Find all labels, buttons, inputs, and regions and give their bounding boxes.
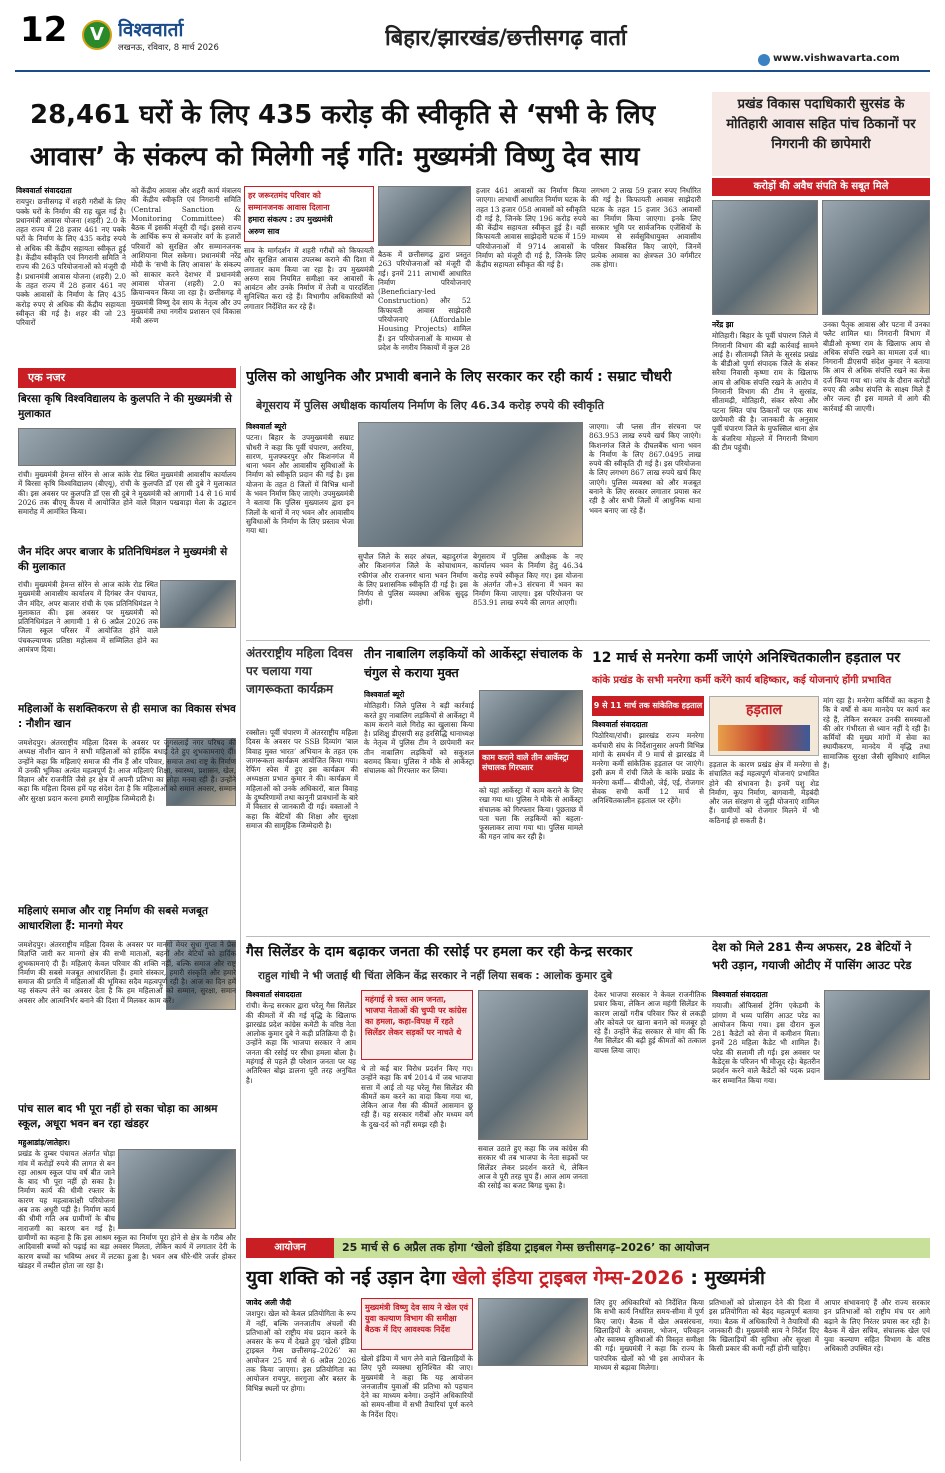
police-subhead: बेगूसराय में पुलिस अधीक्षक कार्यालय निर्माण के लिए 46.34 करोड़ रुपये की स्वीकृति [256, 399, 604, 412]
aayojan-col4 [709, 1298, 819, 1463]
lead-quote-box [244, 186, 374, 242]
nazar-item2-title: जैन मंदिर अपर बाजार के प्रतिनिधिमंडल ने मुख्यमंत्री से की मुलाकात [18, 546, 228, 573]
aayojan-callout: मुख्यमंत्री विष्णु देव साय ने खेल एवं युवा कल्याण विभाग की समीक्षा बैठक में दिए आवश्यक निर्देश [361, 1298, 473, 1350]
nazar-item4-body: जमशेदपुर। अंतरराष्ट्रीय महिला दिवस के अवसर पर मानगो मेयर सुधा गुप्ता ने प्रेस विज्ञप्ति जारी कर मानगो क्षेत्र की सभी माताओं, बहनों और बेटियों को हार्दिक शुभकामनाएं दी हैं। महिलाएं केवल परिवार की शक्ति नहीं, बल्कि समाज और राष्ट्र निर्माण की सबसे मजबूत आधारशिला हैं। हमारे संस्कार, हमारी संस्कृति और हमारे समाज की प्रगति में महिलाओं की भूमिका सदैव महत्वपूर्ण रही है। आज का दिन हमें यह संकल्प लेने का अवसर देता है कि हम महिलाओं को सम्मान, सुरक्षा, समान अवसर और आत्मनिर्भर बनाने की दिशा में मिलकर काम करें। [18, 940, 236, 1005]
police-col1-text: पटना। बिहार के उपमुख्यमंत्री सम्राट चौधरी ने कहा कि पूर्वी चंपारण, अररिया, सारण, मुजफ्फरपुर और किशनगंज में थाना भवन और आवासीय सुविधाओं के निर्माण को स्वीकृति प्रदान की गई है। इस योजना के तहत 8 जिलों में विभिन्न थानों के भवन निर्माण किए जाएंगे। उपमुख्यमंत्री ने बताया कि पुलिस मुख्यालय द्वारा इन जिलों के थानों में नए भवन और आवासीय सुविधाओं के निर्माण के लिए प्रस्ताव भेजा गया था। [246, 433, 354, 536]
army-body: गयाजी। ऑफिसर्स ट्रेनिंग एकेडमी के प्रांगण में भव्य पासिंग आउट परेड का आयोजन किया गया। इस दौरान कुल 281 कैडेटों को सेना में कमीशन मिला। इनमें 28 महिला कैडेट भी शामिल हैं। परेड की सलामी ली गई। इस अवसर पर कैडेट्स के परिजन भी मौजूद रहे। बेहतरीन प्रदर्शन करने वाले कैडेटों को पदक प्रदान कर सम्मानित किया गया। [712, 1001, 820, 1085]
aayojan-photo [478, 1298, 588, 1366]
quote-line3: हमारा संकल्प : उप मुख्यमंत्री [248, 215, 333, 224]
police-col2 [358, 552, 468, 637]
nazar-item3-title: महिलाओं के सशक्तिकरण से ही समाज का विकास संभव : नौशीन खान [18, 703, 236, 730]
womens-day-headline: अंतरराष्ट्रीय महिला दिवस पर चलाया गया जागरूकता कार्यक्रम [246, 646, 353, 696]
logo [82, 20, 112, 50]
mgnrega-byline: विश्ववार्ता संवाददाता [592, 720, 648, 729]
mgnrega-poster-art [718, 725, 810, 751]
gas-headline: गैस सिलेंडर के दाम बढ़ाकर जनता की रसोई पर हमला कर रही केन्द्र सरकार [246, 944, 633, 960]
side-col1 [712, 320, 818, 650]
mgnrega-col2-text: हड़ताल के कारण प्रखंड क्षेत्र में मनरेगा से संचालित कई महत्वपूर्ण योजनाएं प्रभावित होने की संभावना है। इनमें पशु शेड निर्माण, कूप निर्माण, बागवानी, मेड़बंदी और जल संरक्षण से जुड़ी योजनाएं शामिल हैं। ग्रामीणों को रोजगार मिलने में भी कठिनाई हो सकती है। [709, 760, 819, 825]
army-byline: विश्ववार्ता संवाददाता [712, 990, 768, 999]
page-header [0, 0, 945, 72]
aayojan-col1 [246, 1298, 356, 1463]
mgnrega-col3-text: मांग रहा है। मनरेगा कर्मियों का कहना है कि वे वर्षों से कम मानदेय पर कार्य कर रहे हैं, लेकिन सरकार उनकी समस्याओं की ओर गंभीरता से ध्यान नहीं दे रही है। कर्मियों की मुख्य मांगों में सेवा का स्थायीकरण, मानदेय में वृद्धि तथा सामाजिक सुरक्षा जैसी सुविधाएं शामिल हैं। [823, 696, 930, 771]
gas-col1-text: रांची। केन्द्र सरकार द्वारा घरेलू गैस सिलेंडर की कीमतों में की गई वृद्धि के खिलाफ झारखंड प्रदेश कांग्रेस कमेटी के वरिष्ठ नेता आलोक कुमार दुबे ने कड़ी प्रतिक्रिया दी है। उन्होंने कहा कि भाजपा सरकार ने आम जनता की रसोई पर सीधा हमला बोला है। महंगाई से पहले ही परेशान जनता पर यह अतिरिक्त बोझ डालना पूरी तरह अनुचित है। [246, 1001, 356, 1085]
orchestra-headline: तीन नाबालिग लड़कियों को आर्केस्ट्रा संचालक के चंगुल से कराया मुक्त [364, 646, 583, 680]
quote-line2: सम्मानजनक आवास दिलाना [248, 203, 330, 212]
section-title: बिहार/झारखंड/छत्तीसगढ़ वार्ता [385, 26, 627, 51]
gas-callout: महंगाई से त्रस्त आम जनता, भाजपा नेताओं की चुप्पी पर कांग्रेस का हमला, कहा-विपक्ष में रहते सिलेंडर लेकर सड़कों पर नाचते थे [361, 990, 473, 1060]
side-col1-text: मोतिहारी। बिहार के पूर्वी चंपारण जिले में निगरानी विभाग की बड़ी कार्रवाई सामने आई है। सीतामढ़ी जिले के सुरसंड प्रखंड के बीडीओ पूर्णा संपादक जिले के संकर सरैया निवासी कृष्णा राम के खिलाफ आय से अधिक संपत्ति रखने के आरोप में निगरानी विभाग की टीम ने सुरसंड, सीतामढ़ी, मोतिहारी, संकर सरैया और पटना स्थित पांच ठिकानों पर एक साथ छापेमारी की है। जानकारी के अनुसार पूर्वी चंपारण जिले के मुफस्सिल थाना क्षेत्र के बंजरिया मोहल्ले में निगरानी विभाग की टीम पहुंची। [712, 331, 818, 452]
divider-police [246, 640, 930, 641]
lead-col4 [378, 250, 471, 358]
ek-nazar-label: एक नजर [18, 368, 236, 388]
gas-byline: विश्ववार्ता संवाददाता [246, 990, 302, 999]
side-strap: करोड़ों की अवैध संपति के सबूत मिले [712, 178, 930, 196]
army-photo [824, 990, 930, 1080]
aayojan-headline-prefix: युवा शक्ति को नई उड़ान देगा [246, 1267, 446, 1289]
side-col2 [823, 320, 930, 650]
police-col1 [246, 422, 354, 637]
gas-col3 [478, 1144, 588, 1232]
mgnrega-poster-text: हड़ताल [745, 702, 783, 718]
gas-col4-text: देकर भाजपा सरकार ने केवल राजनीतिक प्रचार किया, लेकिन आज महंगी सिलेंडर के कारण लाखों गरीब परिवार फिर से लकड़ी और कोयले पर खाना बनाने को मजबूर हो रहे हैं। उन्होंने केंद्र सरकार से मांग की कि गैस सिलेंडर की बढ़ी हुई कीमतों को तत्काल वापस लिया जाए। [594, 990, 706, 1055]
side-headline: प्रखंड विकास पदाधिकारी सुरसंड के मोतिहारी आवास सहित पांच ठिकानों पर निगरानी की छापेमारी [712, 92, 930, 176]
paper-name: विश्ववार्ता [118, 19, 184, 38]
gas-col2 [361, 1064, 473, 1232]
nazar-item1-title: बिरसा कृषि विश्वविद्यालय के कुलपति ने की मुख्यमंत्री से मुलाकात [18, 393, 232, 420]
lead-headline-line2: आवास’ के संकल्प को मिलेगी नई गति: मुख्यमंत्री विष्णु देव साय [30, 142, 640, 172]
lead-col5-text: हजार 461 आवासों का निर्माण किया जाएगा। लाभार्थी आधारित निर्माण घटक के तहत 13 हजार 058 आवासों को स्वीकृति दी गई है, जिनके लिए 196 करोड़ रुपये की केंद्रीय सहायता स्वीकृत हुई है। वहीं किफायती आवास साझेदारी घटक में 159 परियोजनाओं में 9714 आवासों के निर्माण को मंजूरी दी गई है, जिनके लिए केंद्रीय सहायता स्वीकृत की गई है। [476, 186, 586, 270]
lead-col1 [16, 186, 126, 358]
police-col4-text: जाएगा। जी प्लस तीन संरचना पर 863.953 लाख रुपये खर्च किए जाएंगे। किशनगंज जिले के दीघलबैंक थाना भवन के निर्माण के लिए 867.0495 लाख रुपये की स्वीकृति दी गई है। इस परियोजना के लिए लगभग 867 लाख रुपये खर्च किए जाएंगे। पुलिस व्यवस्था को और मजबूत बनाने के लिए सरकार लगातार प्रयास कर रही है और सभी जिलों में आधुनिक थाना भवन बनाए जा रहे हैं। [589, 422, 701, 515]
gas-photo [478, 990, 588, 1140]
aayojan-label: आयोजन [246, 1238, 334, 1258]
police-col3 [473, 552, 583, 637]
aayojan-strip-text: 25 मार्च से 6 अप्रैल तक होगा ‘खेलो इंडिया ट्राइबल गेम्स छत्तीसगढ़–2026’ का आयोजन [342, 1241, 710, 1254]
gas-subhead: राहुल गांधी ने भी जताई थी चिंता लेकिन केंद्र सरकार ने नहीं लिया सबक : आलोक कुमार दुबे [258, 970, 613, 982]
mgnrega-poster [709, 696, 819, 756]
orchestra-byline: विश्ववार्ता ब्यूरो [364, 690, 405, 699]
womens-day-body: रक्सौल। पूर्वी चंपारण में अंतरराष्ट्रीय महिला दिवस के अवसर पर SSB दिव्यांग ‘बाल विवाह मुक्त भारत’ अभियान के तहत एक जागरूकता कार्यक्रम आयोजित किया गया। रेफिंग स्पेस में हुए इस कार्यक्रम की अध्यक्षता प्रभात कुमार ने की। कार्यक्रम में महिलाओं को उनके अधिकारों, बाल विवाह के दुष्परिणामों तथा कानूनी प्रावधानों के बारे में विस्तार से जानकारी दी गई। वक्ताओं ने कहा कि बेटियों की शिक्षा और सुरक्षा समाज की सामूहिक जिम्मेदारी है। [246, 728, 358, 830]
gas-col4 [594, 990, 706, 1232]
nazar-item2-body: रांची। मुख्यमंत्री हेमन्त सोरेन से आज कांके रोड स्थित मुख्यमंत्री आवासीय कार्यालय में दिगंबर जैन पंचायत, जैन मंदिर, अपर बाजार रांची के एक प्रतिनिधिमंडल ने मुलाकात की। इस अवसर पर मुख्यमंत्री को प्रतिनिधिमंडल ने आगामी 1 से 6 अप्रैल 2026 तक जिला स्कूल परिसर में आयोजित होने वाले पंचकल्याणक प्रतिष्ठा महोत्सव में सम्मिलित होने का आमंत्रण दिया। [18, 580, 158, 655]
army-text [712, 990, 820, 1232]
police-headline: पुलिस को आधुनिक और प्रभावी बनाने के लिए सरकार कर रही कार्य : सम्राट चौधरी [246, 369, 672, 385]
aayojan-headline-highlight: खेलो इंडिया ट्राइबल गेम्स-2026 [452, 1267, 684, 1289]
aayojan-headline-suffix: : मुख्यमंत्री [690, 1267, 765, 1289]
lead-col3 [244, 246, 374, 358]
quote-line1: हर जरूरतमंद परिवार को [248, 191, 321, 200]
orchestra-body2: को यहां आर्केस्ट्रा में काम कराने के लिए रखा गया था। पुलिस ने मौके से आर्केस्ट्रा संचालक को गिरफ्तार किया। पूछताछ में पता चला कि लड़कियों को बहला-फुसलाकर लाया गया था। पुलिस मामले की गहन जांच कर रही है। [479, 786, 583, 842]
aayojan-col4-text: प्रतिभाओं को प्रोत्साहन देने की दिशा में इस प्रतियोगिता को बेहद महत्वपूर्ण बताया गया। बैठक में अधिकारियों ने तैयारियों की जानकारी दी। मुख्यमंत्री साय ने निर्देश दिए कि खिलाड़ियों की सुविधा और सुरक्षा में किसी प्रकार की कमी नहीं होनी चाहिए। [709, 1298, 819, 1354]
mgnrega-col1-text: पिठोरिया/रांची। झारखंड राज्य मनरेगा कर्मचारी संघ के निर्देशानुसार अपनी विभिन्न मांगों के समर्थन में 9 मार्च से झारखंड में मनरेगा कर्मी सांकेतिक हड़ताल पर जाएंगे। इसी क्रम में रांची जिले के कांके प्रखंड के मनरेगा कर्मी— बीपीओ, जेई, एई, रोजगार सेवक सभी कर्मी 12 मार्च से अनिश्चितकालीन हड़ताल पर रहेंगे। [592, 731, 704, 806]
nazar-item1-body: रांची। मुख्यमंत्री हेमन्त सोरेन से आज कांके रोड स्थित मुख्यमंत्री आवासीय कार्यालय में बिरसा कृषि विश्वविद्यालय (बीएयू), रांची के कुलपति डॉ एस सी दुबे ने मुलाकात की। इस अवसर पर कुलपति डॉ एस सी दुबे ने मुख्यमंत्री को आगामी 14 से 16 मार्च 2026 तक बीएयू कैंपस में आयोजित होने वाले विज्ञान पखवाड़ा मेला के उद्घाटन समारोह में आमंत्रित किया। [18, 470, 236, 517]
page-number: 12 [20, 10, 68, 50]
lead-byline: विश्ववार्ता संवाददाता [16, 186, 72, 195]
side-photo-1 [712, 200, 818, 315]
aayojan-col5 [824, 1298, 930, 1463]
aayojan-col5-text: आपार संभावनाएं हैं और राज्य सरकार इन प्रतिभाओं को राष्ट्रीय मंच पर आगे बढ़ाने के लिए निरंतर प्रयास कर रही है। बैठक में खेल सचिव, संचालक खेल एवं युवा कल्याण सहित विभाग के वरिष्ठ अधिकारी उपस्थित रहे। [824, 1298, 930, 1354]
nazar-item3-body: जमशेदपुर। अंतरराष्ट्रीय महिला दिवस के अवसर पर जुगसलाई नगर परिषद की अध्यक्ष नौशीन खान ने सभी महिलाओं को हार्दिक बधाई देते हुए शुभकामनाएं दीं। उन्होंने कहा कि महिलाएं समाज की नींव हैं और परिवार, समाज तथा राष्ट्र के निर्माण में उनकी भूमिका अत्यंत महत्वपूर्ण है। आज महिलाएं शिक्षा, स्वास्थ्य, प्रशासन, खेल, विज्ञान और राजनीति जैसे हर क्षेत्र में अपनी प्रतिभा का लोहा मनवा रही हैं। उन्होंने कहा कि महिला दिवस हमें यह संदेश देता है कि महिलाओं को समान अवसर, सम्मान और सुरक्षा प्रदान करना हमारी सामूहिक जिम्मेदारी है। [18, 738, 236, 803]
aayojan-headline [246, 1262, 930, 1294]
orchestra-col1 [364, 690, 474, 932]
police-col4 [589, 422, 701, 637]
aayojan-col3-text: लिए हुए अधिकारियों को निर्देशित किया कि सभी कार्य निर्धारित समय-सीमा में पूर्ण किए जाएं। बैठक में खेल अवसंरचना, खिलाड़ियों के आवास, भोजन, परिवहन और स्वास्थ्य सुविधाओं की विस्तृत समीक्षा की गई। मुख्यमंत्री ने कहा कि राज्य के पारंपरिक खेलों को भी इस आयोजन के माध्यम से बढ़ावा मिलेगा। [594, 1298, 704, 1373]
police-col2-text: सुपौल जिले के सदर अंचल, बहादुरगंज और किशनगंज जिले के कोचाधामन, रफीगंज और राजनगर थाना भवन निर्माण के लिए प्रशासनिक स्वीकृति दी गई है। इस निर्णय से पुलिस व्यवस्था अधिक सुदृढ़ होगी। [358, 552, 468, 608]
lead-photo [378, 186, 471, 246]
logo-letter: V [90, 24, 104, 45]
lead-col2-text: को केंद्रीय आवास और शहरी कार्य मंत्रालय की केंद्रीय स्वीकृति एवं निगरानी समिति (Central Sanction & Monitoring Committee) की बैठक में इसकी मंजूरी दी गई। इससे राज्य के आर्थिक रूप से कमजोर वर्ग के हजारों परिवारों को सुरक्षित और सम्मानजनक आशियाना मिल सकेगा। प्रधानमंत्री नरेंद्र मोदी के ‘सभी के लिए आवास’ के संकल्प को साकार करने देशभर में प्रधानमंत्री आवास योजना (शहरी) 2.0 का क्रियान्वयन किया जा रहा है। छत्तीसगढ़ में मुख्यमंत्री विष्णु देव साय के नेतृत्व और उप मुख्यमंत्री तथा नगरीय प्रशासन एवं विकास मंत्री अरुण [131, 186, 241, 326]
gas-col2-text: थे तो कई बार विरोध प्रदर्शन किए गए। उन्होंने कहा कि वर्ष 2014 में जब भाजपा सत्ता में आई तो यह घरेलू गैस सिलेंडर की कीमतें कम करने का वादा किया गया था, लेकिन आज गैस की कीमतें आसमान छू रही हैं। यह सरकार गरीबों और मध्यम वर्ग के दुख-दर्द को नहीं समझ रही है। [361, 1064, 473, 1129]
nazar-item5-text [18, 1138, 236, 1463]
police-byline: विश्ववार्ता ब्यूरो [246, 422, 287, 431]
nazar-item2-photo [160, 580, 236, 628]
mgnrega-callout: 9 से 11 मार्च तक सांकेतिक हड़ताल [592, 696, 704, 716]
lead-col5 [476, 186, 586, 358]
aayojan-strip [246, 1238, 930, 1258]
lead-col1-text: रायपुर। छत्तीसगढ़ में शहरी गरीबों के लिए पक्के घरों के निर्माण की राह खुल गई है। प्रधानमंत्री आवास योजना (शहरी) 2.0 के तहत राज्य में 28 हजार 461 नए पक्के घरों के निर्माण के लिए 435 करोड़ रुपये से अधिक की केंद्रीय सहायता स्वीकृत हुई है। केंद्रीय स्वीकृति एवं निगरानी समिति ने राज्य की 263 परियोजनाओं को मंजूरी दी है। प्रधानमंत्री आवास योजना (शहरी) 2.0 के तहत राज्य में 28 हजार 461 नए पक्के आवासों के निर्माण के लिए 435 करोड़ रुपए से अधिक की केंद्रीय सहायता स्वीकृत की गई है। शहर की जो 23 परिवारों [16, 197, 126, 328]
aayojan-col2-text: खेलो इंडिया में भाग लेने वाले खिलाड़ियों के लिए पूरी व्यवस्था सुनिश्चित की जाए। मुख्यमंत्री ने कहा कि यह आयोजन जनजातीय युवाओं की प्रतिभा को पहचान देने का माध्यम बनेगा। उन्होंने अधिकारियों को समय-सीमा में सभी तैयारियां पूर्ण करने के निर्देश दिए। [361, 1354, 473, 1419]
lead-headline-line1: 28,461 घरों के लिए 435 करोड़ की स्वीकृति से ‘सभी के लिए [30, 100, 656, 130]
aayojan-col3 [594, 1298, 704, 1463]
mgnrega-headline: 12 मार्च से मनरेगा कर्मी जाएंगे अनिश्चितकालीन हड़ताल पर [592, 650, 901, 666]
mgnrega-col2 [709, 760, 819, 933]
mgnrega-subhead: कांके प्रखंड के सभी मनरेगा कर्मी करेंगे कार्य बहिष्कार, कई योजनाएं होंगी प्रभावित [592, 675, 892, 686]
lead-col3-text: साव के मार्गदर्शन में शहरी गरीबों को किफायती और सुरक्षित आवास उपलब्ध कराने की दिशा में लगातार काम किया जा रहा है। उप मुख्यमंत्री अरुण साव नियमित समीक्षा कर आवासों के आवंटन और उनके निर्माण में तेजी व पारदर्शिता सुनिश्चित करा रहे हैं। विभागीय अधिकारियों को लगातार निर्देशित कर रहे हैं। [244, 246, 374, 311]
mgnrega-col1 [592, 720, 704, 933]
website: www.vishwavarta.com [773, 53, 900, 64]
aayojan-col1-text: जशपुर। खेल को केवल प्रतियोगिता के रूप में नहीं, बल्कि जनजातीय अंचलों की प्रतिभाओं को राष्ट्रीय मंच प्रदान करने के अवसर के रूप में देखते हुए ‘खेलो इंडिया ट्राइबल गेम्स छत्तीसगढ़–2026’ का आयोजन 25 मार्च से 6 अप्रैल 2026 तक किया जाएगा। इस प्रतियोगिता का आयोजन रायपुर, सरगुजा और बस्तर के विभिन्न स्थलों पर होगा। [246, 1309, 356, 1393]
mgnrega-col3 [823, 696, 930, 933]
side-photo-2 [822, 200, 930, 315]
dateline: लखनऊ, रविवार, 8 मार्च 2026 [118, 43, 219, 53]
nazar-item5-title: पांच साल बाद भी पूरा नहीं हो सका चोड़ा का आश्रम स्कूल, अधूरा भवन बन रहा खंडहर [18, 1103, 218, 1130]
gas-col3-text: सवाल उठाते हुए कहा कि जब कांग्रेस की सरकार थी तब भाजपा के नेता सड़कों पर सिलेंडर लेकर प्रदर्शन करते थे, लेकिन आज वे पूरी तरह चुप हैं। आज आम जनता की रसोई का बजट बिगड़ चुका है। [478, 1144, 588, 1191]
nazar-item5-photo [118, 1149, 236, 1229]
gas-col1 [246, 990, 356, 1232]
police-col3-text: बेगूसराय में पुलिस अधीक्षक के नए कार्यालय भवन के निर्माण हेतु 46.34 करोड़ रुपये स्वीकृत किए गए। इस योजना के अंतर्गत जी+3 संरचना में भवन का निर्माण किया जाएगा। इस परियोजना पर 853.91 लाख रुपये की लागत आएगी। [473, 552, 583, 608]
lead-col2 [131, 186, 241, 358]
nazar-item4-title: महिलाएं समाज और राष्ट्र निर्माण की सबसे मजबूत आधारशिला हैं: मानगो मेयर [18, 905, 209, 932]
aayojan-col2 [361, 1354, 473, 1463]
nazar-item5-body: प्रखंड के दुम्बर पंचायत अंतर्गत चोड़ा गांव में करोड़ों रुपये की लागत से बन रहा आश्रम स्कूल पांच वर्ष बीत जाने के बाद भी पूरा नहीं हो सका है। निर्माण कार्य की धीमी रफ्तार के कारण यह महत्वाकांक्षी परियोजना अब तक अधूरी पड़ी है। निर्माण कार्य की धीमी गति अब ग्रामीणों के बीच नाराजगी का कारण बन गई है। ग्रामीणों का कहना है कि इस आश्रम स्कूल का निर्माण पूरा होने से क्षेत्र के गरीब और आदिवासी बच्चों को पढ़ाई का बड़ा अवसर मिलता, लेकिन कार्य में लगातार देरी के कारण बच्चों का भविष्य अधर में लटका हुआ है। भवन अब धीरे-धीरे जर्जर होकर खंडहर में तब्दील होता जा रहा है। [18, 1149, 236, 1270]
divider-gas [246, 936, 930, 937]
lead-col4-text: बैठक में छत्तीसगढ़ द्वारा प्रस्तुत 263 परियोजनाओं को मंजूरी दी गई। इनमें 211 लाभार्थी आधारित निर्माण परियोजनाएं (Beneficiary-led Construction) और 52 किफायती आवास साझेदारी परियोजनाएं (Affordable Housing Projects) शामिल हैं। इन परियोजनाओं के माध्यम से प्रदेश के नगरीय निकायों में कुल 28 [378, 250, 471, 352]
side-byline: नरेंद्र झा [712, 320, 734, 329]
lead-headline [30, 94, 700, 184]
lead-col6-text: लगभग 2 लाख 59 हजार रुपए निर्धारित की गई है। किफायती आवास साझेदारी घटक के तहत 15 हजार 363 आवासों का निर्माण किया जाएगा। इनके लिए सरकार भूमि पर सार्वजनिक एजेंसियों के माध्यम से सर्वसुविधायुक्त आवासीय परिसर विकसित किए जाएंगे, जिनमें प्रत्येक आवास का क्षेत्रफल 30 वर्गमीटर तक होगा। [591, 186, 701, 270]
orchestra-body: मोतिहारी। जिले पुलिस ने बड़ी कार्रवाई करते हुए नाबालिग लड़कियों से आर्केस्ट्रा में काम कराने वाले गिरोह का खुलासा किया है। प्रशिक्षु डीएसपी सह हरसिद्धि थानाध्यक्ष के नेतृत्व में पुलिस टीम ने छापेमारी कर तीन नाबालिग लड़कियों को सकुशल बरामद किया। पुलिस ने मौके से आर्केस्ट्रा संचालक को गिरफ्तार कर लिया। [364, 701, 474, 776]
header-rule [15, 70, 930, 72]
side-col2-text: उनका पैतृक आवास और पटना में उनका फ्लैट शामिल था। निगरानी विभाग में बीडीओ कृष्णा राम के खिलाफ आय से अधिक संपत्ति रखने का मामला दर्ज था। निगरानी डीएसपी संदेश कुमार ने बताया कि आय से अधिक संपत्ति रखने का केस दर्ज किया गया था। जांच के दौरान करोड़ों रुपए की अवैध संपत्ति के साक्ष्य मिले हैं और जल्द ही इस मामले में आगे की कार्रवाई की जाएगी। [823, 320, 930, 413]
army-headline: देश को मिले 281 सैन्य अफसर, 28 बेटियों ने भरी उड़ान, गयाजी ओटीए में पासिंग आउट परेड [712, 940, 912, 972]
nazar-item5-byline: महुआडांड़/लातेहार। [18, 1138, 70, 1147]
globe-icon [758, 54, 770, 66]
lead-col6 [591, 186, 701, 358]
nazar-item1-photo [18, 428, 236, 466]
orchestra-callout: काम कराने वाले तीन आर्केस्ट्रा संचालक गिरफ्तार [479, 750, 583, 782]
orchestra-photo [479, 690, 583, 746]
police-photo [358, 422, 583, 547]
col-divider-left [240, 366, 241, 1461]
quote-line4: अरुण साव [248, 227, 280, 236]
aayojan-byline: जावेद अली जैदी [246, 1298, 292, 1307]
